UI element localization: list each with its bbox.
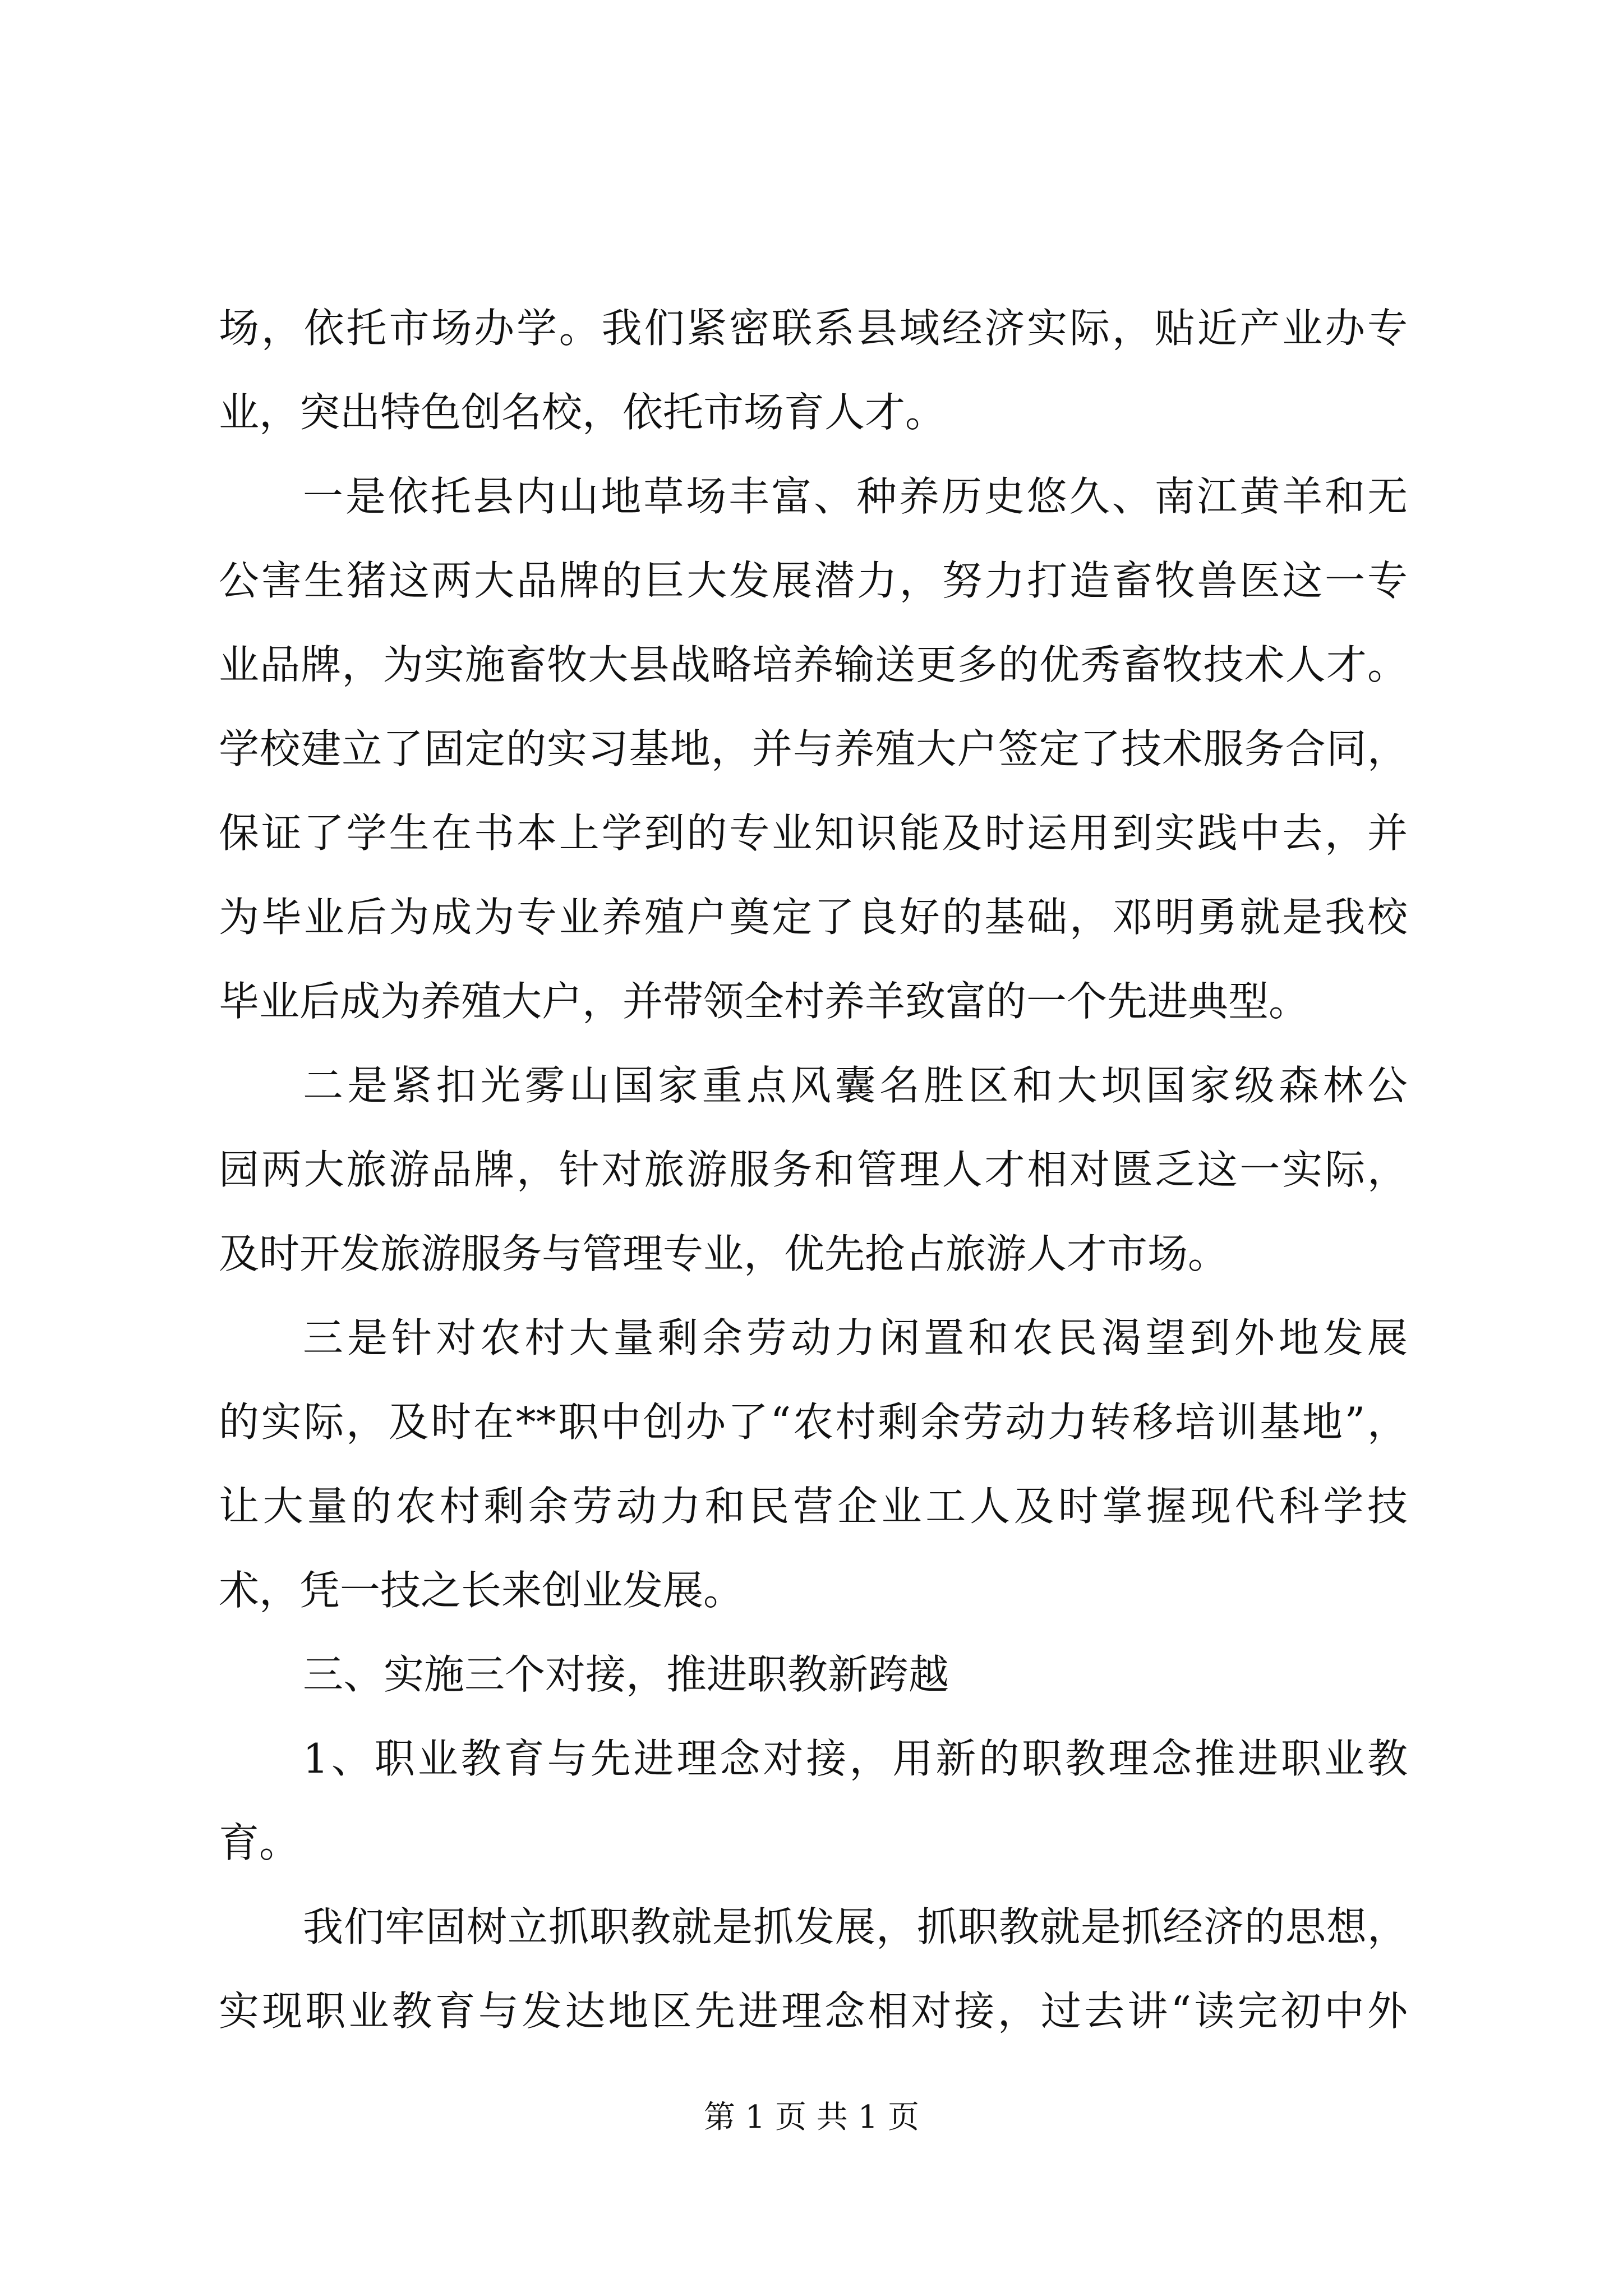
document-body [219,286,1408,2053]
text-line: 育。 [219,1819,300,1866]
text-line: 及时开发旅游服务与管理专业，优先抢占旅游人才市场。 [219,1230,1229,1277]
text-line: 为毕业后为成为专业养殖户奠定了良好的基础，邓明勇就是我校 [219,894,1408,941]
text-line: 学校建立了固定的实习基地，并与养殖大户签定了技术服务合同， [219,725,1408,772]
text-line: 场，依托市场办学。我们紧密联系县域经济实际，贴近产业办专 [219,305,1408,352]
text-line: 业品牌，为实施畜牧大县战略培养输送更多的优秀畜牧技术人才。 [219,641,1408,688]
text-line: 一是依托县内山地草场丰富、种养历史悠久、南江黄羊和无 [303,473,1408,520]
text-line: 的实际，及时在**职中创办了“农村剩余劳动力转移培训基地”， [219,1398,1408,1446]
text-line: 三、实施三个对接，推进职教新跨越 [303,1651,949,1698]
text-line: 术，凭一技之长来创业发展。 [219,1567,744,1614]
text-line: 我们牢固树立抓职教就是抓发展，抓职教就是抓经济的思想， [303,1903,1408,1950]
text-line: 业，突出特色创名校，依托市场育人才。 [219,389,946,436]
text-line: 实现职业教育与发达地区先进理念相对接，过去讲“读完初中外 [219,1987,1408,2035]
text-line: 公害生猪这两大品牌的巨大发展潜力，努力打造畜牧兽医这一专 [219,557,1408,604]
text-line: 1、职业教育与先进理念对接，用新的职教理念推进职业教 [303,1735,1408,1782]
text-line: 园两大旅游品牌，针对旅游服务和管理人才相对匮乏这一实际， [219,1146,1408,1193]
text-line: 让大量的农村剩余劳动力和民营企业工人及时掌握现代科学技 [219,1483,1408,1530]
text-line: 毕业后成为养殖大户，并带领全村养羊致富的一个先进典型。 [219,978,1310,1025]
text-line: 三是针对农村大量剩余劳动力闲置和农民渴望到外地发展 [303,1314,1408,1361]
page-footer: 第 1 页 共 1 页 [703,2099,920,2136]
text-line: 二是紧扣光雾山国家重点风囊名胜区和大坝国家级森林公 [303,1062,1408,1109]
text-line: 保证了学生在书本上学到的专业知识能及时运用到实践中去，并 [219,809,1408,857]
